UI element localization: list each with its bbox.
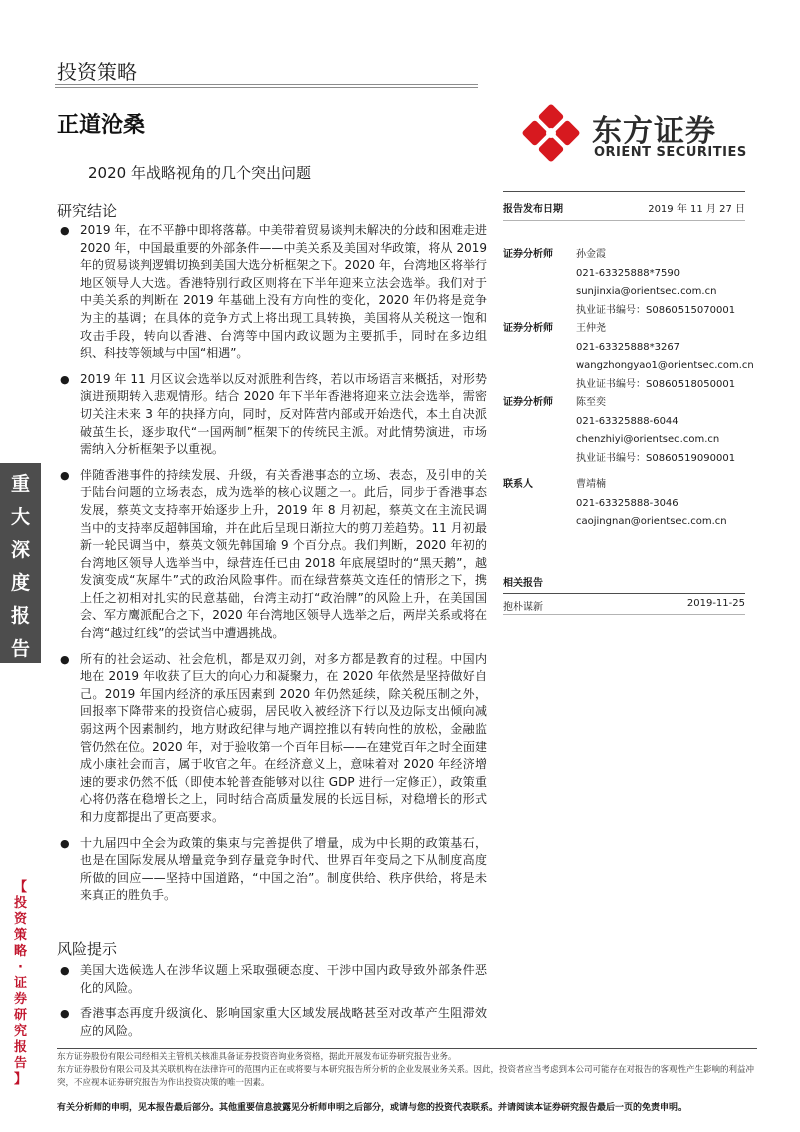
analyst-license: 执业证书编号：S0860518050001 (576, 378, 736, 390)
date-label: 报告发布日期 (503, 204, 563, 215)
analyst-card (503, 394, 745, 468)
related-reports (503, 574, 745, 615)
disclaimer-line: 东方证券股份有限公司及其关联机构在法律许可的范围内正在或将要与本研究报告所分析的企业发展业务关系。因此，投资者应当考虑到本公司可能存在对报告的客观性产生影响的利益冲突，不应视本证券研究报告为作出投资决策的唯一因素。 (57, 1065, 755, 1088)
page-subtitle: 2020 年战略视角的几个突出问题 (88, 164, 311, 182)
analyst-role: 证券分析师 (503, 249, 553, 260)
sidebar-footer-label: 【 投 资 策 略 · 证 券 研 究 报 告 】 (13, 880, 27, 1087)
related-rule (503, 593, 745, 594)
analyst-name: 孙金霞 (576, 249, 606, 260)
related-date: 2019-11-25 (686, 598, 745, 609)
analyst-email[interactable]: chenzhiyi@orientsec.com.cn (576, 434, 720, 445)
report-type-char: 报 (10, 605, 30, 627)
risk-heading: 风险提示 (57, 940, 118, 958)
analyst-license: 执业证书编号：S0860515070001 (576, 304, 736, 316)
conclusion-body (57, 222, 487, 913)
report-type-char: 告 (10, 638, 30, 660)
sidebar-top (0, 0, 41, 463)
analyst-email[interactable]: wangzhongyao1@orientsec.com.cn (576, 360, 754, 371)
header-rule (55, 84, 478, 85)
related-title[interactable]: 抱朴谋新 (503, 602, 543, 613)
conclusion-paragraph: ● 2019 年 11 月区议会选举以反对派胜利告终，若以市场语言来概括，对形势演进预期转入悲观情形。结合 2020 年下半年香港将迎来立法会选举，需密切关注未来 3 年的抉择方向，同时，反对阵营内部或开始迭代，本土自决派破茧生长，逐步取代“一国两制”框架下的传统民主派。对此情势演进，市场需纳入分析框架予以重视。 (60, 371, 487, 457)
analyst-phone: 021-63325888*3267 (576, 341, 681, 353)
analyst-email[interactable]: sunjinxia@orientsec.com.cn (576, 286, 717, 297)
disclaimer (57, 1051, 757, 1090)
conclusion-paragraph: ● 十九届四中全会为政策的集束与完善提供了增量，成为中长期的政策基石，也是在国际发展从增量竞争到存量竞争时代、世界百年变局之下从制度高度所做的回应——坚持中国道路，“中国之治”。制度供给、秩序供给，将是未来真正的胜负手。 (60, 835, 487, 903)
orient-logo-icon (518, 100, 584, 166)
logo-name-cn: 东方证券 (592, 114, 716, 149)
analyst-card (503, 246, 745, 320)
section-label: 投资策略 (57, 60, 137, 84)
header-rule (55, 87, 478, 88)
analyst-license: 执业证书编号：S0860519090001 (576, 452, 736, 464)
report-type-char: 重 (10, 473, 30, 495)
contact-email[interactable]: caojingnan@orientsec.com.cn (576, 516, 727, 527)
analyst-role: 证券分析师 (503, 323, 553, 334)
conclusion-heading: 研究结论 (57, 202, 118, 220)
analyst-phone: 021-63325888-6044 (576, 415, 679, 427)
contact-phone: 021-63325888-3046 (576, 497, 679, 509)
footer-rule (57, 1048, 757, 1049)
risk-paragraph: ● 香港事态再度升级演化、影响国家重大区域发展战略甚至对改革产生阻滞效应的风险。 (60, 1006, 487, 1038)
conclusion-paragraph: ● 所有的社会运动、社会危机，都是双刃剑，对多方都是教育的过程。中国内地在 2019 年收获了巨大的向心力和凝聚力，在 2020 年依然是坚持做好自己。2019 年国内经济的承压因素到 2020 年仍然延续，除关税压制之外，回报率下降带来的投资信心疲弱，居民收入被经济下行以及边际支出倾向减弱这两个因素制约，地方财政纪律与地产调控推以有转向性的放松，金融监管仍然在位。2020 年，对于验收第一个百年目标——在建党百年之时全面建成小康社会而言，属于收官之年。在经济意义上，意味着对 2020 年经济增速的要求仍然不低（即使本轮普查能够对以往 GDP 进行一定修正），政策重心将仍落在稳增长之上，同时结合高质量发展的长远目标，对稳增长的形式和力度都提出了更高要求。 (60, 651, 487, 824)
report-type-char: 大 (10, 506, 30, 528)
conclusion-paragraph: ● 2019 年，在不平静中即将落幕。中美带着贸易谈判未解决的分歧和困难走进 2020 年，中国最重要的外部条件——中美关系及美国对华政策，将从 2019 年的贸易谈判逻辑切换到美国大选分析框架之下。2020 年，台湾地区将举行地区领导人大选。香港特别行政区则将在下半年迎来立法会选举。我们对于中美关系的判断在 2019 年基础上没有方向性的变化，2020 年仍将是竞争为主的基调；在具体的竞争方式上将出现工具转换，美国将从关税这一饱和攻击手段，转向以香港、台湾等中国内政议题为主要抓手，同时在多边组织、科技等领域与中国“相遇”。 (60, 223, 487, 361)
analyst-list (503, 246, 754, 468)
report-type-char: 度 (10, 572, 30, 594)
date-value: 2019 年 11 月 27 日 (648, 204, 745, 215)
related-heading: 相关报告 (503, 578, 543, 589)
related-rule (503, 614, 745, 615)
contact-role: 联系人 (503, 479, 533, 490)
report-type-tag (0, 463, 41, 663)
risk-body (57, 962, 487, 1048)
analyst-card (503, 320, 754, 394)
logo-name-en: ORIENT SECURITIES (594, 145, 747, 160)
info-rule (503, 220, 745, 221)
conclusion-paragraph: ● 伴随香港事件的持续发展、升级，有关香港事态的立场、表态，及引申的关于陆台问题的立场表态，成为选举的核心议题之一。此后，同步于香港事态发展，蔡英文支持率开始逐步上升，2019 年 8 月初起，蔡英文在主流民调当中的支持率反超韩国瑜，并在此后呈现日渐拉大的剪刀差趋势。11 月初最新一轮民调当中，蔡英文领先韩国瑜 9 个百分点。我们判断，2020 年初的台湾地区领导人选举当中，绿营连任已由 2018 年底展望时的“黑天鹅”，越发演变成“灰犀牛”式的政治风险事件。而在绿营蔡英文连任的情形之下，携上任之初相对扎实的民意基础，台湾主动打“政治牌”的风险上升，在美国国会、军方鹰派配合之下，2020 年台湾地区领导人选举之后，两岸关系或将在台湾“越过红线”的尝试当中遭遇挑战。 (60, 467, 487, 641)
contact-name: 曹靖楠 (576, 479, 606, 490)
page-title: 正道沧桑 (57, 113, 146, 138)
disclaimer-bold: 有关分析师的申明，见本报告最后部分。其他重要信息披露见分析师申明之后部分，或请与您的投资代表联系。并请阅读本证券研究报告最后一页的免责申明。 (57, 1103, 688, 1113)
analyst-name: 王仲尧 (576, 323, 606, 334)
report-info (503, 191, 745, 221)
risk-paragraph: ● 美国大选候选人在涉华议题上采取强硬态度、干涉中国内政导致外部条件恶化的风险。 (60, 963, 487, 995)
info-rule (503, 191, 745, 192)
analyst-name: 陈至奕 (576, 397, 606, 408)
analyst-role: 证券分析师 (503, 397, 553, 408)
analyst-phone: 021-63325888*7590 (576, 267, 681, 279)
report-type-char: 深 (10, 539, 30, 561)
disclaimer-line: 东方证券股份有限公司经相关主管机关核准具备证券投资咨询业务资格，据此开展发布证券研究报告业务。 (57, 1052, 457, 1062)
related-item[interactable] (503, 598, 745, 614)
